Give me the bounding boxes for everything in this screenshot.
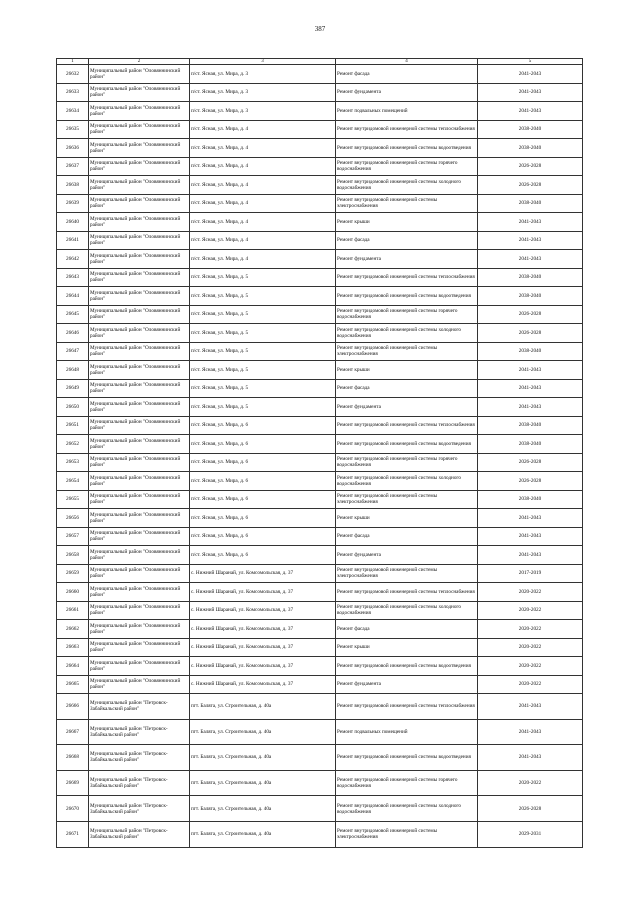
period-cell: 2017-2019 [478, 564, 583, 583]
period-cell: 2041-2043 [478, 102, 583, 121]
table-row [57, 83, 583, 102]
row-number-cell: 26654 [57, 472, 89, 491]
row-number-cell: 26634 [57, 102, 89, 121]
period-cell: 2041-2043 [478, 379, 583, 398]
address-cell: с. Нижний Шаранай, ул. Комсомольская, д. 37 [190, 620, 336, 639]
period-cell: 2038-2040 [478, 194, 583, 213]
period-cell: 2041-2043 [478, 546, 583, 565]
table-row [57, 194, 583, 213]
municipality-cell: Муниципальный район "Оловяннинский район" [89, 287, 190, 306]
address-cell: п/ст. Ясная, ул. Мира, д. 5 [190, 379, 336, 398]
address-cell: с. Нижний Шаранай, ул. Комсомольская, д. 37 [190, 657, 336, 676]
municipality-cell: Муниципальный район "Оловяннинский район" [89, 546, 190, 565]
work-type-cell: Ремонт внутридомовой инженерной системы холодного водоснабжения [336, 324, 478, 343]
address-cell: п/ст. Ясная, ул. Мира, д. 5 [190, 342, 336, 361]
table-row [57, 509, 583, 528]
period-cell: 2041-2043 [478, 231, 583, 250]
work-type-cell: Ремонт фундамента [336, 675, 478, 694]
work-type-cell: Ремонт внутридомовой инженерной системы холодного водоснабжения [336, 796, 478, 822]
period-cell: 2026-2028 [478, 176, 583, 195]
period-cell: 2038-2040 [478, 139, 583, 158]
municipality-cell: Муниципальный район "Петровск-Забайкальский район" [89, 694, 190, 720]
municipality-cell: Муниципальный район "Оловяннинский район" [89, 65, 190, 84]
municipality-cell: Муниципальный район "Оловяннинский район" [89, 176, 190, 195]
address-cell: п/ст. Ясная, ул. Мира, д. 5 [190, 305, 336, 324]
table-row [57, 287, 583, 306]
table-row [57, 694, 583, 720]
work-type-cell: Ремонт внутридомовой инженерной системы водоотведения [336, 287, 478, 306]
work-type-cell: Ремонт внутридомовой инженерной системы теплоснабжения [336, 583, 478, 602]
address-cell: п/ст. Ясная, ул. Мира, д. 5 [190, 361, 336, 380]
row-number-cell: 26635 [57, 120, 89, 139]
table-row [57, 250, 583, 269]
table-row [57, 796, 583, 822]
municipality-cell: Муниципальный район "Оловяннинский район" [89, 472, 190, 491]
work-type-cell: Ремонт внутридомовой инженерной системы электроснабжения [336, 194, 478, 213]
address-cell: пгт. Балягa, ул. Строительная, д. 40а [190, 770, 336, 796]
municipality-cell: Муниципальный район "Оловяннинский район" [89, 102, 190, 121]
column-header: 3 [190, 59, 336, 65]
work-type-cell: Ремонт фасада [336, 379, 478, 398]
period-cell: 2020-2022 [478, 657, 583, 676]
table-row [57, 65, 583, 84]
address-cell: п/ст. Ясная, ул. Мира, д. 4 [190, 120, 336, 139]
address-cell: пгт. Балягa, ул. Строительная, д. 40а [190, 694, 336, 720]
period-cell: 2038-2040 [478, 120, 583, 139]
work-type-cell: Ремонт фасада [336, 620, 478, 639]
work-type-cell: Ремонт подвальных помещений [336, 719, 478, 745]
row-number-cell: 26642 [57, 250, 89, 269]
work-type-cell: Ремонт внутридомовой инженерной системы водоотведения [336, 435, 478, 454]
address-cell: п/ст. Ясная, ул. Мира, д. 4 [190, 231, 336, 250]
work-type-cell: Ремонт фундамента [336, 398, 478, 417]
table-row [57, 583, 583, 602]
table-row [57, 213, 583, 232]
work-type-cell: Ремонт внутридомовой инженерной системы теплоснабжения [336, 120, 478, 139]
address-cell: п/ст. Ясная, ул. Мира, д. 3 [190, 102, 336, 121]
municipality-cell: Муниципальный район "Оловяннинский район" [89, 342, 190, 361]
period-cell: 2026-2028 [478, 453, 583, 472]
row-number-cell: 26668 [57, 745, 89, 771]
row-number-cell: 26666 [57, 694, 89, 720]
period-cell: 2041-2043 [478, 398, 583, 417]
address-cell: п/ст. Ясная, ул. Мира, д. 5 [190, 268, 336, 287]
table-row [57, 435, 583, 454]
municipality-cell: Муниципальный район "Оловяннинский район" [89, 620, 190, 639]
work-type-cell: Ремонт внутридомовой инженерной системы холодного водоснабжения [336, 472, 478, 491]
row-number-cell: 26658 [57, 546, 89, 565]
municipality-cell: Муниципальный район "Оловяннинский район" [89, 453, 190, 472]
municipality-cell: Муниципальный район "Оловяннинский район" [89, 657, 190, 676]
row-number-cell: 26647 [57, 342, 89, 361]
period-cell: 2038-2040 [478, 268, 583, 287]
row-number-cell: 26649 [57, 379, 89, 398]
address-cell: п/ст. Ясная, ул. Мира, д. 4 [190, 176, 336, 195]
row-number-cell: 26664 [57, 657, 89, 676]
municipality-cell: Муниципальный район "Оловяннинский район" [89, 120, 190, 139]
municipality-cell: Муниципальный район "Оловяннинский район" [89, 324, 190, 343]
work-type-cell: Ремонт внутридомовой инженерной системы электроснабжения [336, 490, 478, 509]
address-cell: п/ст. Ясная, ул. Мира, д. 4 [190, 139, 336, 158]
table-row [57, 472, 583, 491]
table-row [57, 231, 583, 250]
work-type-cell: Ремонт подвальных помещений [336, 102, 478, 121]
period-cell: 2041-2043 [478, 213, 583, 232]
municipality-cell: Муниципальный район "Оловяннинский район" [89, 435, 190, 454]
row-number-cell: 26660 [57, 583, 89, 602]
table-row [57, 305, 583, 324]
address-cell: с. Нижний Шаранай, ул. Комсомольская, д. 37 [190, 564, 336, 583]
period-cell: 2038-2040 [478, 435, 583, 454]
address-cell: п/ст. Ясная, ул. Мира, д. 5 [190, 287, 336, 306]
period-cell: 2020-2022 [478, 770, 583, 796]
period-cell: 2026-2028 [478, 796, 583, 822]
table-row [57, 120, 583, 139]
municipality-cell: Муниципальный район "Оловяннинский район" [89, 305, 190, 324]
row-number-cell: 26645 [57, 305, 89, 324]
work-type-cell: Ремонт внутридомовой инженерной системы горячего водоснабжения [336, 305, 478, 324]
period-cell: 2041-2043 [478, 83, 583, 102]
address-cell: п/ст. Ясная, ул. Мира, д. 6 [190, 472, 336, 491]
row-number-cell: 26661 [57, 601, 89, 620]
row-number-cell: 26637 [57, 157, 89, 176]
municipality-cell: Муниципальный район "Оловяннинский район" [89, 509, 190, 528]
period-cell: 2026-2028 [478, 472, 583, 491]
row-number-cell: 26663 [57, 638, 89, 657]
municipality-cell: Муниципальный район "Петровск-Забайкальский район" [89, 821, 190, 847]
table-row [57, 620, 583, 639]
row-number-cell: 26632 [57, 65, 89, 84]
row-number-cell: 26659 [57, 564, 89, 583]
address-cell: п/ст. Ясная, ул. Мира, д. 6 [190, 527, 336, 546]
row-number-cell: 26636 [57, 139, 89, 158]
row-number-cell: 26644 [57, 287, 89, 306]
municipality-cell: Муниципальный район "Оловяннинский район" [89, 268, 190, 287]
row-number-cell: 26662 [57, 620, 89, 639]
address-cell: п/ст. Ясная, ул. Мира, д. 6 [190, 435, 336, 454]
municipality-cell: Муниципальный район "Оловяннинский район" [89, 361, 190, 380]
municipality-cell: Муниципальный район "Оловяннинский район" [89, 157, 190, 176]
table-row [57, 821, 583, 847]
work-type-cell: Ремонт крыши [336, 361, 478, 380]
period-cell: 2026-2028 [478, 305, 583, 324]
period-cell: 2020-2022 [478, 583, 583, 602]
address-cell: п/ст. Ясная, ул. Мира, д. 3 [190, 65, 336, 84]
municipality-cell: Муниципальный район "Оловяннинский район" [89, 83, 190, 102]
work-type-cell: Ремонт фасада [336, 231, 478, 250]
work-type-cell: Ремонт внутридомовой инженерной системы водоотведения [336, 745, 478, 771]
work-type-cell: Ремонт крыши [336, 509, 478, 528]
row-number-cell: 26669 [57, 770, 89, 796]
address-cell: с. Нижний Шаранай, ул. Комсомольская, д. 37 [190, 675, 336, 694]
table-row [57, 176, 583, 195]
work-type-cell: Ремонт крыши [336, 213, 478, 232]
row-number-cell: 26655 [57, 490, 89, 509]
table-row [57, 416, 583, 435]
row-number-cell: 26646 [57, 324, 89, 343]
page-number: 387 [314, 25, 326, 33]
period-cell: 2041-2043 [478, 745, 583, 771]
row-number-cell: 26667 [57, 719, 89, 745]
table-row [57, 675, 583, 694]
period-cell: 2041-2043 [478, 719, 583, 745]
period-cell: 2041-2043 [478, 250, 583, 269]
municipality-cell: Муниципальный район "Оловяннинский район" [89, 601, 190, 620]
table-row [57, 770, 583, 796]
work-type-cell: Ремонт внутридомовой инженерной системы горячего водоснабжения [336, 453, 478, 472]
period-cell: 2038-2040 [478, 416, 583, 435]
row-number-cell: 26648 [57, 361, 89, 380]
period-cell: 2041-2043 [478, 509, 583, 528]
municipality-cell: Муниципальный район "Петровск-Забайкальский район" [89, 770, 190, 796]
table-row [57, 157, 583, 176]
municipality-cell: Муниципальный район "Петровск-Забайкальский район" [89, 796, 190, 822]
table-row [57, 745, 583, 771]
period-cell: 2041-2043 [478, 694, 583, 720]
municipality-cell: Муниципальный район "Оловяннинский район" [89, 213, 190, 232]
table-row [57, 139, 583, 158]
address-cell: п/ст. Ясная, ул. Мира, д. 5 [190, 398, 336, 417]
table-row [57, 564, 583, 583]
column-header: 2 [89, 59, 190, 65]
municipality-cell: Муниципальный район "Оловяннинский район" [89, 139, 190, 158]
address-cell: п/ст. Ясная, ул. Мира, д. 6 [190, 509, 336, 528]
row-number-cell: 26670 [57, 796, 89, 822]
table-row [57, 453, 583, 472]
table-row [57, 268, 583, 287]
work-type-cell: Ремонт внутридомовой инженерной системы теплоснабжения [336, 694, 478, 720]
row-number-cell: 26656 [57, 509, 89, 528]
municipality-cell: Муниципальный район "Оловяннинский район" [89, 638, 190, 657]
table-row [57, 324, 583, 343]
period-cell: 2020-2022 [478, 620, 583, 639]
municipality-cell: Муниципальный район "Оловяннинский район" [89, 231, 190, 250]
address-cell: пгт. Балягa, ул. Строительная, д. 40а [190, 745, 336, 771]
period-cell: 2041-2043 [478, 361, 583, 380]
work-type-cell: Ремонт внутридомовой инженерной системы электроснабжения [336, 342, 478, 361]
municipality-cell: Муниципальный район "Оловяннинский район" [89, 675, 190, 694]
period-cell: 2026-2028 [478, 157, 583, 176]
municipality-cell: Муниципальный район "Оловяннинский район" [89, 583, 190, 602]
table-row [57, 546, 583, 565]
work-type-cell: Ремонт внутридомовой инженерной системы водоотведения [336, 139, 478, 158]
address-cell: пгт. Балягa, ул. Строительная, д. 40а [190, 719, 336, 745]
work-type-cell: Ремонт фасада [336, 65, 478, 84]
table-row [57, 527, 583, 546]
table-row [57, 638, 583, 657]
address-cell: с. Нижний Шаранай, ул. Комсомольская, д. 37 [190, 583, 336, 602]
address-cell: п/ст. Ясная, ул. Мира, д. 6 [190, 546, 336, 565]
period-cell: 2041-2043 [478, 527, 583, 546]
address-cell: пгт. Балягa, ул. Строительная, д. 40а [190, 821, 336, 847]
address-cell: с. Нижний Шаранай, ул. Комсомольская, д. 37 [190, 601, 336, 620]
period-cell: 2020-2022 [478, 638, 583, 657]
row-number-cell: 26640 [57, 213, 89, 232]
row-number-cell: 26633 [57, 83, 89, 102]
work-type-cell: Ремонт внутридомовой инженерной системы электроснабжения [336, 821, 478, 847]
row-number-cell: 26641 [57, 231, 89, 250]
work-type-cell: Ремонт внутридомовой инженерной системы теплоснабжения [336, 416, 478, 435]
municipality-cell: Муниципальный район "Оловяннинский район" [89, 398, 190, 417]
table-row [57, 398, 583, 417]
row-number-cell: 26671 [57, 821, 89, 847]
table-row [57, 490, 583, 509]
address-cell: п/ст. Ясная, ул. Мира, д. 4 [190, 213, 336, 232]
municipality-cell: Муниципальный район "Оловяннинский район" [89, 379, 190, 398]
municipality-cell: Муниципальный район "Оловяннинский район" [89, 194, 190, 213]
table-row [57, 657, 583, 676]
work-type-cell: Ремонт внутридомовой инженерной системы холодного водоснабжения [336, 601, 478, 620]
column-header: 4 [336, 59, 478, 65]
period-cell: 2038-2040 [478, 287, 583, 306]
row-number-cell: 26650 [57, 398, 89, 417]
row-number-cell: 26638 [57, 176, 89, 195]
table-row [57, 361, 583, 380]
work-type-cell: Ремонт внутридомовой инженерной системы водоотведения [336, 657, 478, 676]
period-cell: 2038-2040 [478, 490, 583, 509]
row-number-cell: 26653 [57, 453, 89, 472]
work-type-cell: Ремонт внутридомовой инженерной системы холодного водоснабжения [336, 176, 478, 195]
row-number-cell: 26652 [57, 435, 89, 454]
row-number-cell: 26657 [57, 527, 89, 546]
work-type-cell: Ремонт внутридомовой инженерной системы электроснабжения [336, 564, 478, 583]
period-cell: 2041-2043 [478, 65, 583, 84]
municipality-cell: Муниципальный район "Оловяннинский район" [89, 250, 190, 269]
work-type-cell: Ремонт внутридомовой инженерной системы горячего водоснабжения [336, 157, 478, 176]
municipality-cell: Муниципальный район "Оловяннинский район" [89, 564, 190, 583]
column-header: 1 [57, 59, 89, 65]
row-number-cell: 26651 [57, 416, 89, 435]
table-row [57, 719, 583, 745]
address-cell: п/ст. Ясная, ул. Мира, д. 6 [190, 416, 336, 435]
period-cell: 2038-2040 [478, 342, 583, 361]
address-cell: п/ст. Ясная, ул. Мира, д. 4 [190, 194, 336, 213]
address-cell: пгт. Балягa, ул. Строительная, д. 40а [190, 796, 336, 822]
period-cell: 2020-2022 [478, 675, 583, 694]
period-cell: 2020-2022 [478, 601, 583, 620]
municipality-cell: Муниципальный район "Оловяннинский район" [89, 490, 190, 509]
address-cell: п/ст. Ясная, ул. Мира, д. 5 [190, 324, 336, 343]
work-type-cell: Ремонт фундамента [336, 546, 478, 565]
repair-schedule-table [56, 58, 583, 848]
municipality-cell: Муниципальный район "Оловяннинский район" [89, 527, 190, 546]
row-number-cell: 26665 [57, 675, 89, 694]
work-type-cell: Ремонт фундамента [336, 83, 478, 102]
table-row [57, 342, 583, 361]
work-type-cell: Ремонт внутридомовой инженерной системы горячего водоснабжения [336, 770, 478, 796]
table-row [57, 102, 583, 121]
address-cell: п/ст. Ясная, ул. Мира, д. 4 [190, 250, 336, 269]
work-type-cell: Ремонт крыши [336, 638, 478, 657]
row-number-cell: 26643 [57, 268, 89, 287]
work-type-cell: Ремонт внутридомовой инженерной системы теплоснабжения [336, 268, 478, 287]
address-cell: п/ст. Ясная, ул. Мира, д. 6 [190, 453, 336, 472]
municipality-cell: Муниципальный район "Петровск-Забайкальский район" [89, 719, 190, 745]
work-type-cell: Ремонт фасада [336, 527, 478, 546]
address-cell: п/ст. Ясная, ул. Мира, д. 3 [190, 83, 336, 102]
address-cell: п/ст. Ясная, ул. Мира, д. 6 [190, 490, 336, 509]
municipality-cell: Муниципальный район "Петровск-Забайкальский район" [89, 745, 190, 771]
work-type-cell: Ремонт фундамента [336, 250, 478, 269]
period-cell: 2029-2031 [478, 821, 583, 847]
address-cell: с. Нижний Шаранай, ул. Комсомольская, д. 37 [190, 638, 336, 657]
municipality-cell: Муниципальный район "Оловяннинский район" [89, 416, 190, 435]
table-row [57, 379, 583, 398]
period-cell: 2026-2028 [478, 324, 583, 343]
column-header: 5 [478, 59, 583, 65]
table-row [57, 601, 583, 620]
row-number-cell: 26639 [57, 194, 89, 213]
address-cell: п/ст. Ясная, ул. Мира, д. 4 [190, 157, 336, 176]
